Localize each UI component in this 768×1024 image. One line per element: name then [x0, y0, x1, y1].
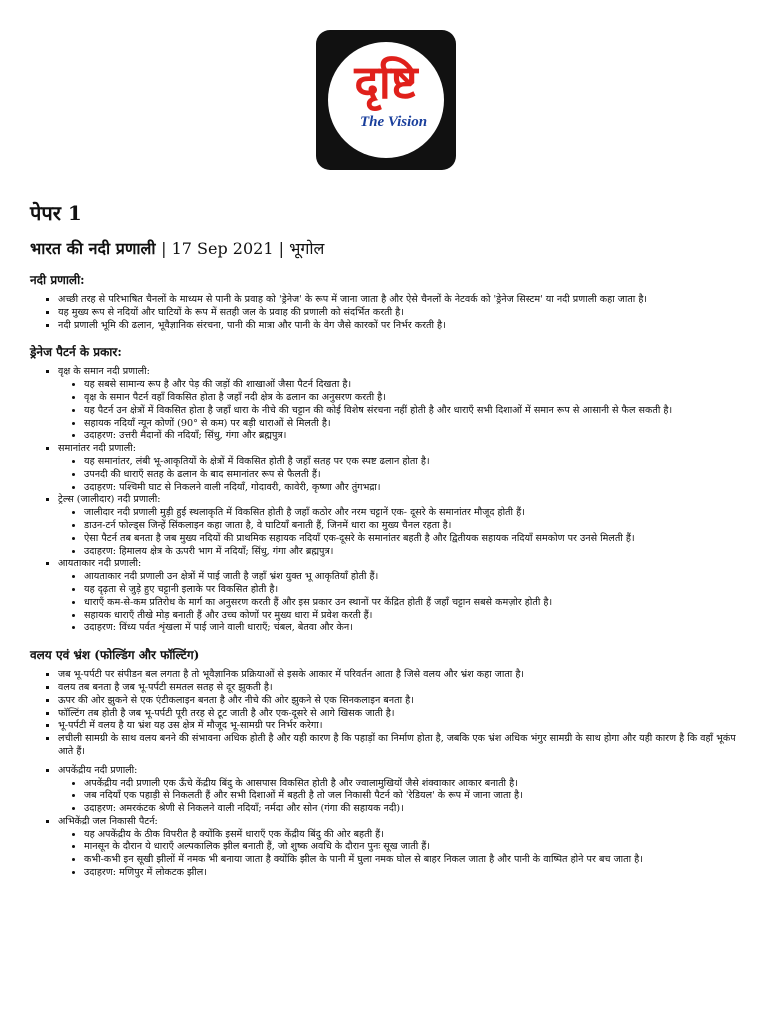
list-item [58, 765, 740, 816]
article-meta: | 17 Sep 2021 | भूगोल [161, 239, 325, 258]
section2-list [30, 366, 740, 635]
sub-list-item: • सहायक नदियाँ न्यून कोणों (90° से कम) पर बड़ी धाराओं से मिलती है। [84, 418, 740, 431]
list-item: ▪ ऊपर की ओर झुकने से एक एंटीकलाइन बनता है और नीचे की ओर झुकने से एक सिनकलाइन बनता है। [58, 695, 740, 708]
list-item [58, 443, 740, 494]
group-title: ▪ अभिकेंद्री जल निकासी पैटर्न: [58, 815, 158, 827]
group-title: ▪ ट्रेल्स (जालीदार) नदी प्रणाली: [58, 494, 161, 506]
sub-list-item: • धाराएँ कम-से-कम प्रतिरोध के मार्ग का अनुसरण करती हैं और इस प्रकार उन स्थानों पर केंद्रित होती हैं जहाँ चट्टान सबसे कमज़ोर होती है। [84, 597, 740, 610]
list-item: ▪ यह मुख्य रूप से नदियों और घाटियों के रूप में सतही जल के प्रवाह की प्रणाली को संदर्भित करती है। [58, 307, 740, 320]
sub-list-item: • जब नदियाँ एक पहाड़ी से निकलती हैं और सभी दिशाओं में बहती है तो जल निकासी पैटर्न को 'रेडियल' के रूप में जाना जाता है। [84, 790, 740, 803]
sub-list-item: • यह सबसे सामान्य रूप है और पेड़ की जड़ों की शाखाओं जैसा पैटर्न दिखता है। [84, 379, 740, 392]
list-item: ▪ वलय तब बनता है जब भू-पर्पटी समतल सतह से दूर झुकती है। [58, 682, 740, 695]
section-heading: नदी प्रणाली: [30, 273, 85, 287]
sub-list [58, 379, 740, 443]
sub-list-item: • उदाहरण: पश्चिमी घाट से निकलने वाली नदियाँ, गोदावरी, कावेरी, कृष्णा और तुंगभद्रा। [84, 482, 740, 495]
logo-english-text: The Vision [360, 114, 428, 130]
sub-list-item: • डाउन-टर्न फोल्ड्स जिन्हें सिंकलाइन कहा जाता है, वे घाटियाँ बनाती हैं, जिनमें धारा का मुख्य चैनल रहता है। [84, 520, 740, 533]
group-title: ▪ वृक्ष के समान नदी प्रणाली: [58, 366, 150, 378]
list-item: ▪ जब भू-पर्पटी पर संपीडन बल लगता है तो भूवैज्ञानिक प्रक्रियाओं से इसके आकार में परिवर्तन आता है जिसे वलय और भ्रंश कहा जाता है। [58, 669, 740, 682]
sub-list-item: • जालीदार नदी प्रणाली मुड़ी हुई स्थलाकृति में विकसित होती है जहाँ कठोर और नरम चट्टानें एक- दूसरे के समानांतर मौजूद होती हैं। [84, 507, 740, 520]
sub-list-item: • उदाहरण: मणिपुर में लोकटक झील। [84, 867, 740, 880]
section3-list [30, 669, 740, 759]
sub-list-item: • ऐसा पैटर्न तब बनता है जब मुख्य नदियों की प्राथमिक सहायक नदियाँ एक-दूसरे के समानांतर बहती है और द्वितीयक सहायक नदियाँ समकोण पर उनसे मिलती हैं। [84, 533, 740, 546]
sub-list-item: • यह समानांतर, लंबी भू-आकृतियों के क्षेत्रों में विकसित होती है जहाँ सतह पर एक स्पष्ट ढलान होता है। [84, 456, 740, 469]
list-item: ▪ फॉल्टिंग तब होती है जब भू-पर्पटी पूरी तरह से टूट जाती है और एक-दूसरे से आगे खिसक जाती है। [58, 708, 740, 721]
article-content [30, 200, 740, 880]
list-item: ▪ भू-पर्पटी में वलय है या भ्रंश यह उस क्षेत्र में मौजूद भू-सामग्री पर निर्भर करेगा। [58, 720, 740, 733]
list-item [58, 816, 740, 880]
sub-list-item: • उदाहरण: हिमालय क्षेत्र के ऊपरी भाग में नदियाँ; सिंधु, गंगा और ब्रह्मपुत्र। [84, 546, 740, 559]
sub-list-item: • यह दृढ़ता से जुड़े हुए चट्टानी इलाके पर विकसित होती है। [84, 584, 740, 597]
sub-list [58, 507, 740, 558]
group-title: ▪ अपकेंद्रीय नदी प्रणाली: [58, 764, 138, 776]
list-item: ▪ लचीली सामग्री के साथ वलय बनने की संभावना अधिक होती है और यही कारण है कि पहाड़ों का निर्माण होता है, जबकि एक भ्रंश अधिक भंगुर सामग्री के साथ होगा और यही कारण है कि वहाँ भूकंप आते हैं। [58, 733, 740, 759]
sub-list-item: • सहायक धाराएँ तीखे मोड़ बनाती हैं और उच्च कोणों पर मुख्य धारा में प्रवेश करती हैं। [84, 610, 740, 623]
group-title: ▪ आयताकार नदी प्रणाली: [58, 558, 142, 570]
sub-list-item: • उपनदी की धाराएँ सतह के ढलान के बाद समानांतर रूप से फैलती हैं। [84, 469, 740, 482]
section1-list [30, 294, 740, 332]
section-heading: वलय एवं भ्रंश (फोल्डिंग और फॉल्टिंग) [30, 648, 200, 663]
list-item [58, 558, 740, 635]
list-item [58, 494, 740, 558]
drishti-logo [316, 30, 456, 170]
paper-title: पेपर 1 [30, 201, 82, 225]
sub-list-item: • उदाहरण: अमरकंटक श्रेणी से निकलने वाली नदियाँ; नर्मदा और सोन (गंगा की सहायक नदी)। [84, 803, 740, 816]
sub-list-item: • उदाहरण: उत्तरी मैदानों की नदियाँ; सिंधु, गंगा और ब्रह्मपुत्र। [84, 430, 740, 443]
logo-hindi-text: दृष्टि [354, 55, 418, 109]
sub-list [58, 829, 740, 880]
group-title: ▪ समानांतर नदी प्रणाली: [58, 443, 137, 455]
sub-list-item: • उदाहरण: विंध्य पर्वत शृंखला में पाई जाने वाली धाराएँ; चंबल, बेतवा और केन। [84, 622, 740, 635]
section3-groups [30, 765, 740, 880]
sub-list-item: • यह पैटर्न उन क्षेत्रों में विकसित होता है जहाँ धारा के नीचे की चट्टान की कोई विशेष संरचना नहीं होती है और धाराएँ सभी दिशाओं में समान रूप से आसानी से फैल सकती है। [84, 405, 740, 418]
section-heading: ड्रेनेज पैटर्न के प्रकार: [30, 345, 122, 360]
sub-list-item: • मानसून के दौरान ये धाराएँ अल्पकालिक झील बनाती हैं, जो शुष्क अवधि के दौरान पुनः सूख जाती हैं। [84, 841, 740, 854]
sub-list-item: • आयताकार नदी प्रणाली उन क्षेत्रों में पाई जाती है जहाँ भ्रंश युक्त भू आकृतियाँ होती हैं। [84, 571, 740, 584]
sub-list-item: • अपकेंद्रीय नदी प्रणाली एक ऊँचे केंद्रीय बिंदु के आसपास विकसित होती है और ज्वालामुखियों जैसे शंक्वाकार आकार बनाती है। [84, 778, 740, 791]
sub-list [58, 571, 740, 635]
list-item: ▪ नदी प्रणाली भूमि की ढलान, भूवैज्ञानिक संरचना, पानी की मात्रा और पानी के वेग जैसे कारकों पर निर्भर करती है। [58, 320, 740, 333]
list-item [58, 366, 740, 443]
sub-list-item: • वृक्ष के समान पैटर्न वहाँ विकसित होता है जहाँ नदी क्षेत्र के ढलान का अनुसरण करती है। [84, 392, 740, 405]
sub-list [58, 778, 740, 816]
sub-list [58, 456, 740, 494]
list-item: ▪ अच्छी तरह से परिभाषित चैनलों के माध्यम से पानी के प्रवाह को 'ड्रेनेज' के रूप में जाना जाता है और ऐसे चैनलों के नेटवर्क को 'ड्रेनेज सिस्टम' या नदी प्रणाली कहा जाता है। [58, 294, 740, 307]
sub-list-item: • कभी-कभी इन सूखी झीलों में नमक भी बनाया जाता है क्योंकि झील के पानी में घुला नमक घोल से बाहर निकल जाता है और पानी के वाष्पित होने पर बच जाता है। [84, 854, 740, 867]
sub-list-item: • यह अपकेंद्रीय के ठीक विपरीत है क्योंकि इसमें धाराएँ एक केंद्रीय बिंदु की ओर बहती हैं। [84, 829, 740, 842]
article-title [30, 238, 740, 260]
article-title-text: भारत की नदी प्रणाली [30, 239, 156, 258]
